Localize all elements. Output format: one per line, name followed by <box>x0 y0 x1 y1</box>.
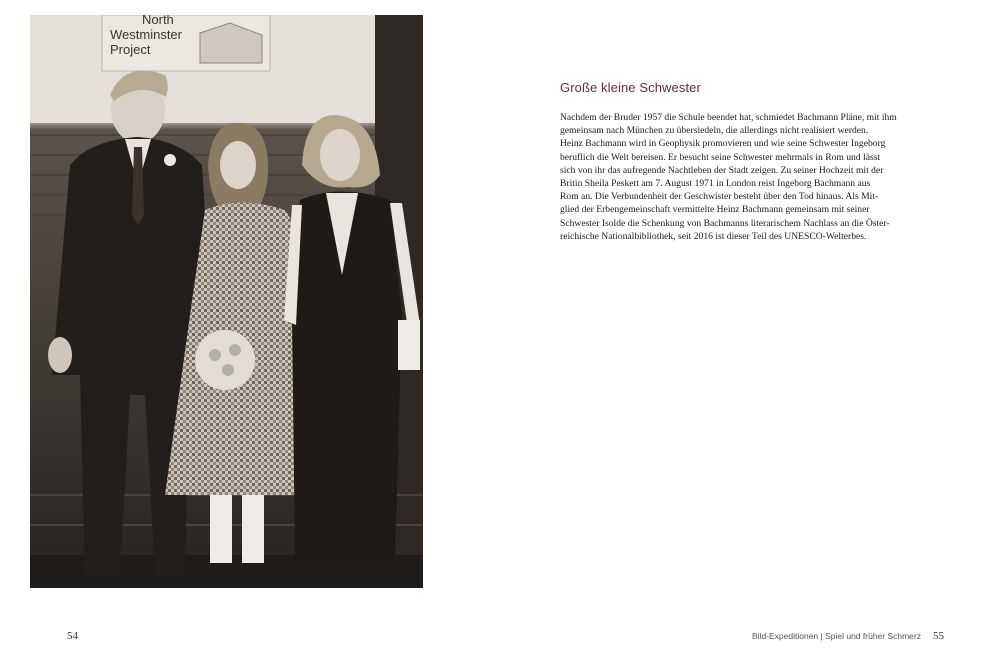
photograph-illustration <box>30 15 423 588</box>
sign-line-1: North <box>142 15 174 27</box>
body-line: Nachdem der Bruder 1957 die Schule beendet hat, schmiedet Bachmann Pläne, mit ihm <box>560 112 897 123</box>
running-footer-title: Bild-Expeditionen | Spiel und früher Schmerz <box>752 631 921 641</box>
section-heading: Große kleine Schwester <box>560 80 701 95</box>
body-line: sich von ihr das aufregende Nachtleben der Stadt zeigen. Zu seiner Hochzeit mit der <box>560 164 884 176</box>
body-line: beruflich die Welt bereisen. Er besucht seine Schwester mehrmals in Rom und lässt <box>560 151 881 163</box>
body-line: Heinz Bachmann wird in Geophysik promovieren und wie seine Schwester Ingeborg <box>560 138 886 150</box>
left-page-number: 54 <box>67 630 78 642</box>
body-line: Schwester Isolde die Schenkung von Bachmanns literarischem Nachlass an die Öster- <box>560 217 890 229</box>
body-line: Britin Sheila Peskett am 7. August 1971 in London reist Ingeborg Bachmann aus <box>560 178 871 190</box>
sign-line-2: Westminster <box>110 27 182 42</box>
body-line: reichische Nationalbibliothek, seit 2016 ist dieser Teil des UNESCO-Welterbes. <box>560 230 867 242</box>
article-body <box>560 111 932 243</box>
body-line: gemeinsam nach München zu übersiedeln, die allerdings nicht realisiert werden. <box>560 125 869 137</box>
right-page-footer <box>752 630 944 642</box>
right-page-number: 55 <box>933 630 944 642</box>
body-line: Rom an. Die Verbundenheit der Geschwister besteht über den Tod hinaus. Als Mit- <box>560 191 879 203</box>
sign-line-3: Project <box>110 42 151 57</box>
body-line: glied der Erbengemeinschaft vermittelte Heinz Bachmann gemeinsam mit seiner <box>560 204 870 216</box>
wedding-photograph <box>30 15 423 588</box>
